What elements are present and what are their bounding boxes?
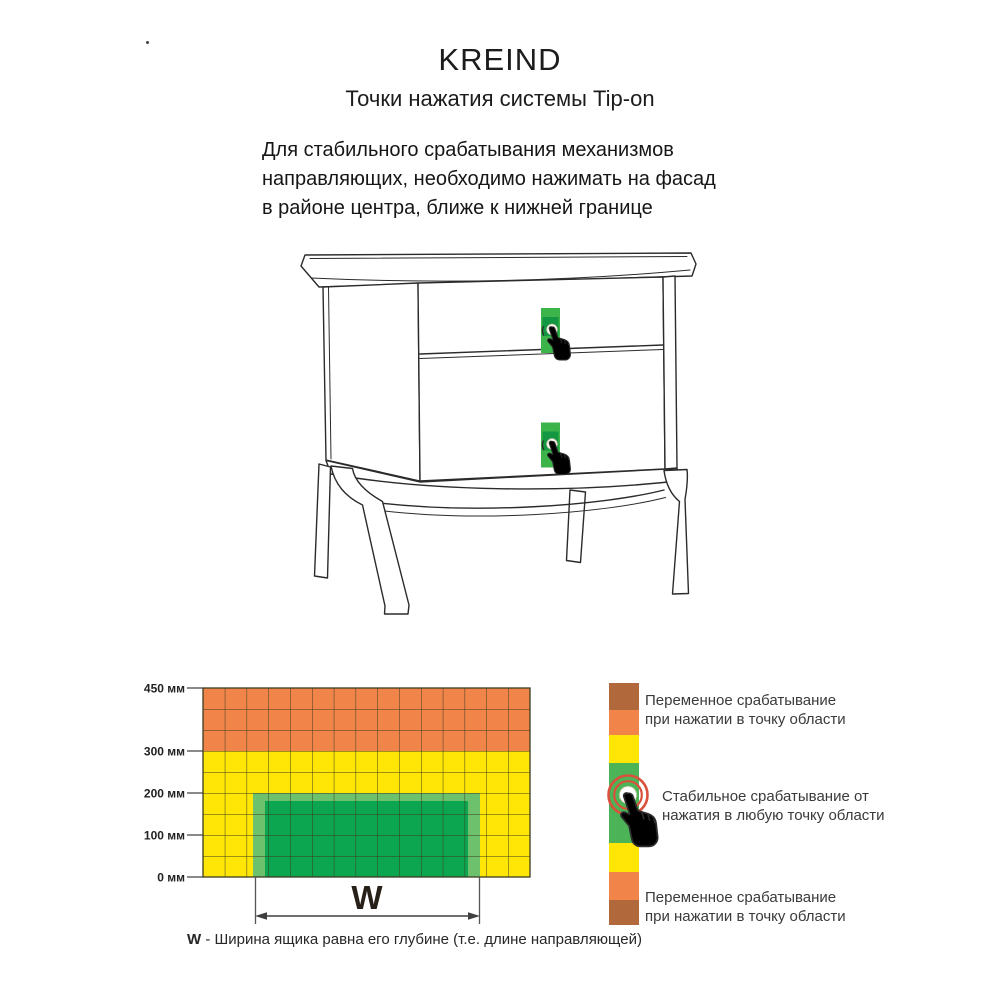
width-symbol: W — [187, 931, 202, 948]
leg-front-left — [331, 466, 409, 614]
legend-item-variable-bottom — [645, 888, 846, 926]
legend-line: при нажатии в точку области — [645, 908, 846, 925]
legend-line: Переменное срабатывание — [645, 889, 837, 906]
zone-gridlines — [203, 688, 530, 877]
leg-back-right — [567, 490, 586, 563]
legend-line: нажатия в любую точку области — [662, 807, 885, 824]
instruction-paragraph — [262, 136, 762, 223]
width-definition-text: - Ширина ящика равна его глубине (т.е. длине направляющей) — [201, 931, 642, 948]
legend-segment-orange-bottom — [609, 872, 639, 900]
width-definition-note — [187, 931, 642, 948]
legend-line: Стабильное срабатывание от — [662, 788, 869, 805]
legend-item-variable-top — [645, 691, 846, 729]
legend-segment-brown-bottom — [609, 900, 639, 925]
axis-tick-450: 450 мм — [143, 681, 185, 696]
axis-tick-300: 300 мм — [143, 744, 185, 759]
leg-front-right — [664, 470, 689, 595]
axis-tick-100: 100 мм — [143, 828, 185, 843]
y-axis — [144, 682, 203, 885]
legend-segment-orange-top — [609, 710, 639, 735]
arrowhead-left — [255, 912, 267, 920]
legend-line: при нажатии в точку области — [645, 711, 846, 728]
width-label: W — [351, 879, 383, 916]
paragraph-line: Для стабильного срабатывания механизмов — [262, 139, 674, 161]
right-pilaster — [663, 276, 677, 469]
nightstand-drawing — [235, 245, 715, 630]
side-panel — [323, 283, 420, 481]
width-dimension — [255, 877, 480, 924]
leg-back-left — [315, 464, 331, 578]
press-zone-diagram — [140, 672, 610, 940]
page-subtitle: Точки нажатия системы Tip-on — [345, 86, 655, 111]
axis-tick-200: 200 мм — [143, 786, 185, 801]
brand-title: KREIND — [438, 42, 562, 77]
paragraph-line: в районе центра, ближе к нижней границе — [262, 197, 653, 219]
legend-segment-brown-top — [609, 683, 639, 710]
arrowhead-right — [468, 912, 480, 920]
axis-tick-0: 0 мм — [157, 870, 185, 885]
legend-segment-yellow-top — [609, 735, 639, 763]
paragraph-line: направляющих, необходимо нажимать на фасад — [262, 168, 716, 190]
legend-item-stable — [662, 787, 885, 825]
legend-line: Переменное срабатывание — [645, 692, 837, 709]
